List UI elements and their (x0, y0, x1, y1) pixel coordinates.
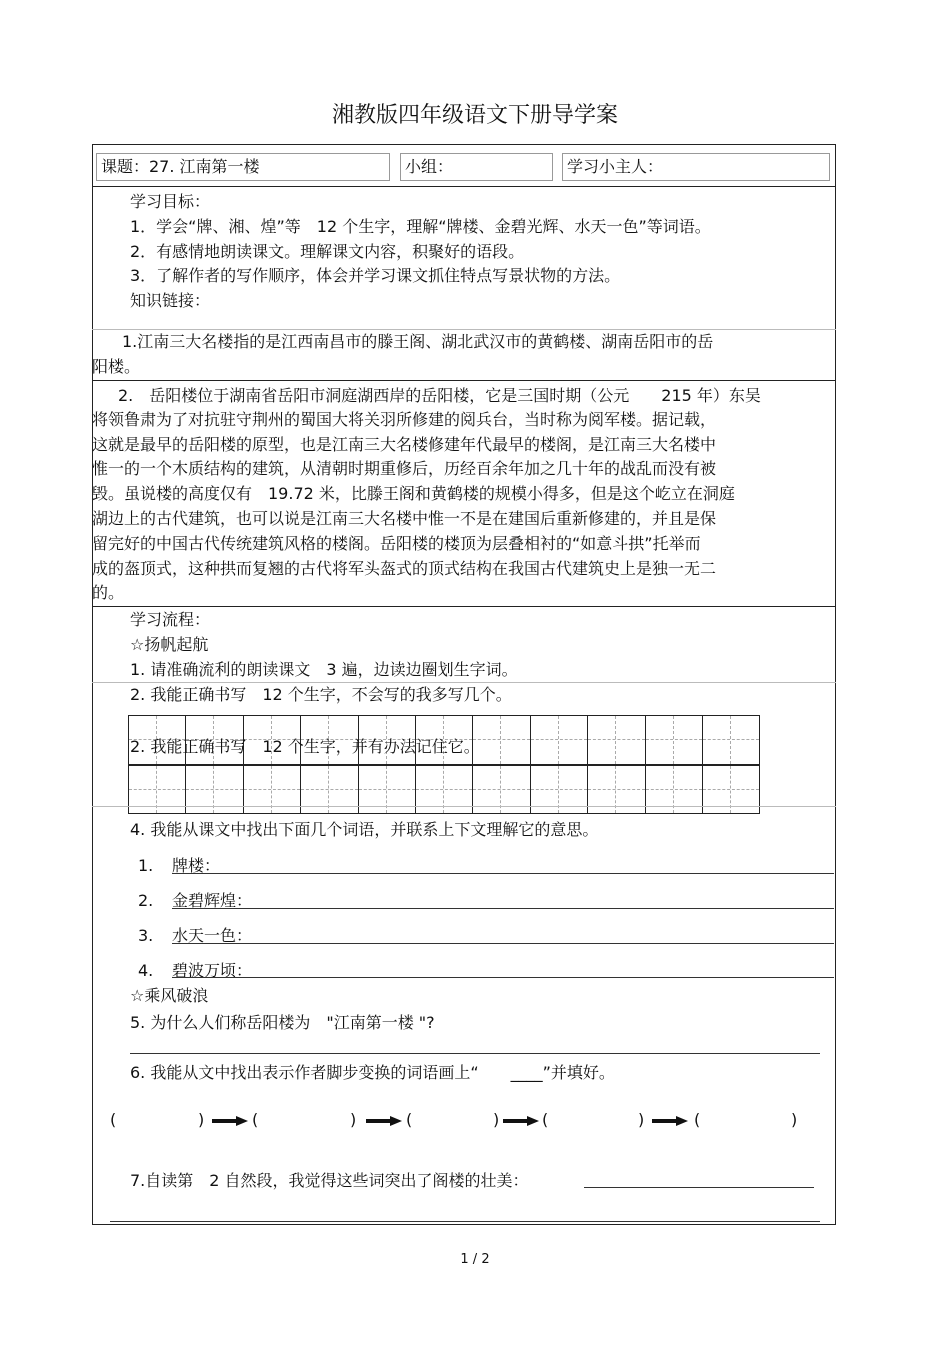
knowledge-p2-line: 2. 岳阳楼位于湖南省岳阳市洞庭湖西岸的岳阳楼，它是三国时期（公元 215 年）东吴 (118, 386, 761, 405)
word-num: 3. (138, 926, 154, 945)
word-term: 金碧辉煌： (172, 891, 253, 910)
knowledge-p2-line: 这就是最早的岳阳楼的原型，也是江南三大名楼修建年代最早的楼阁，是江南三大名楼中 (92, 435, 717, 454)
step-remember: 2. 我能正确书写 12 个生字，并有办法记住它。 (130, 737, 480, 756)
bracket-open: ( (252, 1110, 259, 1129)
group-field: 小组： (400, 153, 553, 181)
bracket-open: ( (542, 1110, 549, 1129)
knowledge-p1-line: 1.江南三大名楼指的是江西南昌市的滕王阁、湖北武汉市的黄鹤楼、湖南岳阳市的岳 (122, 332, 714, 351)
answer-line[interactable] (130, 1053, 820, 1054)
host-field: 学习小主人： (562, 153, 830, 181)
step-read: 1. 请准确流利的朗读课文 3 遍，边读边圈划生字词。 (130, 660, 518, 679)
question-6: 6. 我能从文中找出表示作者脚步变换的词语画上“ ____”并填好。 (130, 1063, 615, 1082)
knowledge-p1-line: 阳楼。 (92, 357, 141, 376)
knowledge-p2-line: 惟一的一个木质结构的建筑，从清朝时期重修后，历经百余年加之几十年的战乱而没有被 (92, 459, 717, 478)
bracket-open: ( (694, 1110, 701, 1129)
topic-field: 课题：27. 江南第一楼 (96, 153, 390, 181)
question-7: 7.自读第 2 自然段，我觉得这些词突出了阁楼的壮美： (130, 1171, 529, 1190)
word-num: 2. (138, 891, 154, 910)
step-write: 2. 我能正确书写 12 个生字，不会写的我多写几个。 (130, 685, 512, 704)
word-term: 水天一色： (172, 926, 253, 945)
bracket-close: ) (350, 1110, 357, 1129)
answer-line[interactable] (172, 908, 834, 909)
process-heading: 学习流程： (130, 610, 211, 629)
knowledge-p2-line: 将领鲁肃为了对抗驻守荆州的蜀国大将关羽所修建的阅兵台，当时称为阅军楼。据记载， (92, 410, 717, 429)
section-divider (92, 806, 836, 807)
writing-cell[interactable] (702, 715, 760, 765)
goal-item: 1．学会“牌、湘、煌”等 12 个生字，理解“牌楼、金碧光辉、水天一色”等词语。 (130, 217, 711, 236)
knowledge-p2-line: 留完好的中国古代传统建筑风格的楼阁。岳阳楼的楼顶为层叠相衬的“如意斗拱”托举而 (92, 534, 701, 553)
word-num: 4. (138, 961, 154, 980)
word-num: 1. (138, 856, 154, 875)
writing-cell[interactable] (472, 715, 530, 765)
goals-heading: 学习目标： (130, 192, 211, 211)
question-5: 5. 为什么人们称岳阳楼为 "江南第一楼 "? (130, 1013, 435, 1032)
knowledge-p2-line: 成的盔顶式，这种拱而复翘的古代将军头盔式的顶式结构在我国古代建筑史上是独一无二 (92, 559, 717, 578)
right-arrow-icon (366, 1116, 402, 1126)
goal-item: 3．了解作者的写作顺序，体会并学习课文抓住特点写景状物的方法。 (130, 266, 621, 285)
right-arrow-icon (212, 1116, 248, 1126)
bracket-open: ( (406, 1110, 413, 1129)
knowledge-p2-line: 毁。虽说楼的高度仅有 19.72 米，比滕王阁和黄鹤楼的规模小得多，但是这个屹立在洞庭 (92, 484, 735, 503)
bracket-close: ) (638, 1110, 645, 1129)
knowledge-heading: 知识链接： (130, 291, 211, 310)
knowledge-p2-line: 的。 (92, 583, 125, 602)
section-sail: ☆扬帆起航 (130, 635, 209, 654)
knowledge-p2-line: 湖边上的古代建筑，也可以说是江南三大名楼中惟一不是在建国后重新修建的，并且是保 (92, 509, 717, 528)
goal-item: 2．有感情地朗读课文。理解课文内容，积聚好的语段。 (130, 242, 525, 261)
answer-line[interactable] (172, 943, 834, 944)
right-arrow-icon (503, 1116, 539, 1126)
writing-grid (128, 715, 760, 814)
answer-line[interactable] (172, 977, 834, 978)
word-term: 牌楼： (172, 856, 221, 875)
word-term: 碧波万顷： (172, 961, 253, 980)
section-divider (92, 380, 836, 381)
writing-cell[interactable] (530, 715, 588, 765)
bracket-close: ) (493, 1110, 500, 1129)
page-title: 湘教版四年级语文下册导学案 (331, 103, 618, 128)
step-words: 4. 我能从课文中找出下面几个词语，并联系上下文理解它的意思。 (130, 820, 599, 839)
page-number: 1 / 2 (460, 1252, 490, 1267)
section-divider (92, 606, 836, 607)
section-divider (92, 682, 836, 683)
answer-line[interactable] (172, 873, 834, 874)
header-divider (92, 186, 836, 187)
section-wave: ☆乘风破浪 (130, 986, 209, 1005)
answer-line[interactable] (584, 1187, 814, 1188)
writing-cell[interactable] (645, 715, 703, 765)
bracket-open: ( (110, 1110, 117, 1129)
bracket-close: ) (791, 1110, 798, 1129)
section-divider (92, 329, 836, 330)
writing-cell[interactable] (587, 715, 645, 765)
answer-line[interactable] (110, 1221, 820, 1222)
right-arrow-icon (652, 1116, 688, 1126)
bracket-close: ) (198, 1110, 205, 1129)
